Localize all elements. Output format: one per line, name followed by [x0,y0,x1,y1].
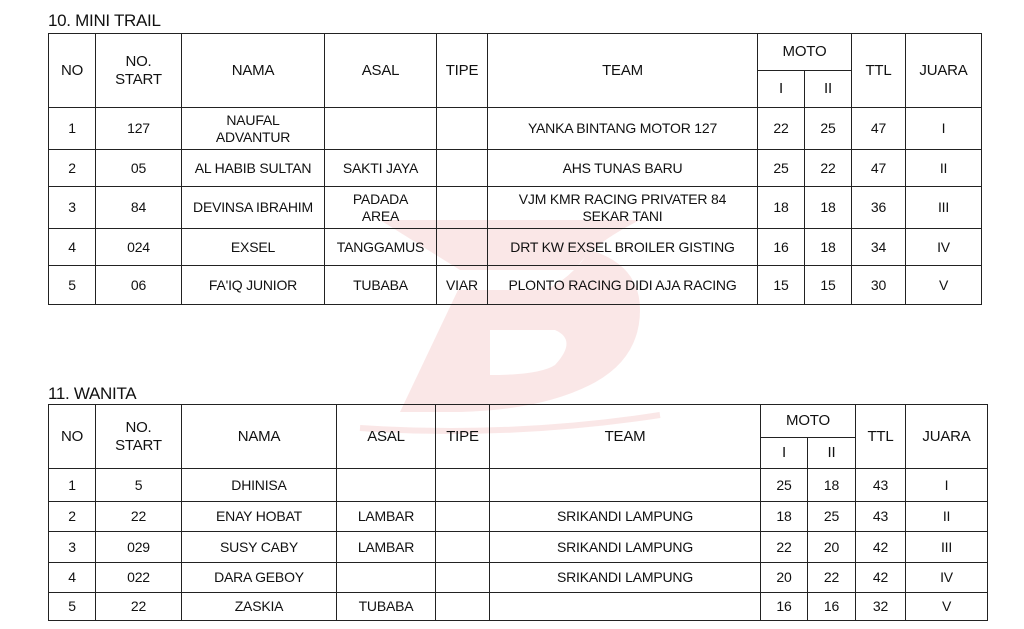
cell-juara: V [906,266,982,305]
cell-juara: I [906,469,988,502]
table-row [49,229,982,266]
col-header-nama: NAMA [182,405,337,469]
col-header-moto: MOTO [758,34,852,71]
table-body-wanita [49,469,988,621]
table-row [49,266,982,305]
cell-asal [337,563,436,593]
cell-start: 022 [96,563,182,593]
cell-moto-2: 16 [808,593,856,621]
cell-asal [325,108,437,150]
cell-tipe [437,229,488,266]
table-row [49,563,988,593]
cell-moto-1: 25 [758,150,805,187]
cell-tipe [437,150,488,187]
cell-team: PLONTO RACING DIDI AJA RACING [488,266,758,305]
cell-asal: LAMBAR [337,502,436,532]
cell-moto-1: 18 [758,187,805,229]
cell-moto-1: 22 [758,108,805,150]
cell-moto-2: 25 [808,502,856,532]
col-header-juara: JUARA [906,34,982,108]
col-header-moto-2: II [808,438,856,469]
table-row [49,187,982,229]
cell-moto-1: 16 [758,229,805,266]
cell-moto-2: 15 [805,266,852,305]
col-header-tipe: TIPE [436,405,490,469]
col-header-no: NO [49,34,96,108]
col-header-team: TEAM [488,34,758,108]
cell-ttl: 43 [856,469,906,502]
cell-tipe [436,469,490,502]
col-header-tipe: TIPE [437,34,488,108]
cell-tipe [436,563,490,593]
cell-ttl: 30 [852,266,906,305]
cell-moto-2: 25 [805,108,852,150]
cell-moto-1: 25 [761,469,808,502]
cell-nama: DARA GEBOY [182,563,337,593]
cell-no: 2 [49,502,96,532]
cell-asal: TUBABA [337,593,436,621]
col-header-no: NO [49,405,96,469]
col-header-moto-1: I [758,71,805,108]
cell-juara: III [906,532,988,563]
cell-juara: III [906,187,982,229]
cell-no: 2 [49,150,96,187]
cell-asal: PADADA AREA [325,187,437,229]
cell-start: 5 [96,469,182,502]
cell-juara: IV [906,563,988,593]
results-table-wanita [48,404,988,621]
cell-nama: DEVINSA IBRAHIM [182,187,325,229]
cell-team: AHS TUNAS BARU [488,150,758,187]
col-header-team: TEAM [490,405,761,469]
cell-juara: II [906,150,982,187]
cell-start: 06 [96,266,182,305]
col-header-ttl: TTL [852,34,906,108]
cell-moto-2: 20 [808,532,856,563]
cell-no: 3 [49,532,96,563]
col-header-nama: NAMA [182,34,325,108]
cell-team: SRIKANDI LAMPUNG [490,502,761,532]
col-header-ttl: TTL [856,405,906,469]
cell-no: 1 [49,108,96,150]
section-title-mini-trail: 10. MINI TRAIL [48,11,161,30]
cell-ttl: 47 [852,108,906,150]
col-header-moto: MOTO [761,405,856,438]
table-row [49,469,988,502]
cell-start: 05 [96,150,182,187]
cell-moto-1: 18 [761,502,808,532]
cell-moto-2: 22 [805,150,852,187]
cell-tipe [437,187,488,229]
col-header-asal: ASAL [337,405,436,469]
cell-moto-1: 20 [761,563,808,593]
cell-ttl: 42 [856,532,906,563]
cell-moto-2: 18 [808,469,856,502]
cell-ttl: 43 [856,502,906,532]
cell-moto-1: 15 [758,266,805,305]
cell-team: YANKA BINTANG MOTOR 127 [488,108,758,150]
col-header-start: NO. START [96,34,182,108]
col-header-moto-1: I [761,438,808,469]
cell-tipe [436,593,490,621]
cell-moto-2: 18 [805,187,852,229]
cell-nama: NAUFAL ADVANTUR [182,108,325,150]
cell-team [490,469,761,502]
cell-no: 1 [49,469,96,502]
cell-asal: LAMBAR [337,532,436,563]
col-header-start: NO. START [96,405,182,469]
cell-nama: FA'IQ JUNIOR [182,266,325,305]
cell-nama: SUSY CABY [182,532,337,563]
cell-ttl: 34 [852,229,906,266]
cell-tipe [436,532,490,563]
table-row [49,502,988,532]
cell-nama: ZASKIA [182,593,337,621]
cell-team: DRT KW EXSEL BROILER GISTING [488,229,758,266]
cell-juara: V [906,593,988,621]
cell-moto-2: 18 [805,229,852,266]
cell-start: 22 [96,593,182,621]
cell-asal: TANGGAMUS [325,229,437,266]
cell-moto-1: 16 [761,593,808,621]
cell-no: 5 [49,593,96,621]
cell-asal [337,469,436,502]
cell-moto-2: 22 [808,563,856,593]
table-row [49,150,982,187]
cell-team: SRIKANDI LAMPUNG [490,532,761,563]
cell-juara: I [906,108,982,150]
cell-juara: II [906,502,988,532]
col-header-asal: ASAL [325,34,437,108]
cell-asal: SAKTI JAYA [325,150,437,187]
cell-start: 024 [96,229,182,266]
table-row [49,593,988,621]
cell-juara: IV [906,229,982,266]
cell-moto-1: 22 [761,532,808,563]
cell-ttl: 42 [856,563,906,593]
col-header-moto-2: II [805,71,852,108]
cell-start: 029 [96,532,182,563]
cell-ttl: 32 [856,593,906,621]
cell-no: 3 [49,187,96,229]
cell-no: 4 [49,563,96,593]
cell-asal: TUBABA [325,266,437,305]
cell-nama: DHINISA [182,469,337,502]
cell-tipe [437,108,488,150]
cell-nama: AL HABIB SULTAN [182,150,325,187]
col-header-juara: JUARA [906,405,988,469]
cell-start: 22 [96,502,182,532]
section-title-wanita: 11. WANITA [48,384,137,403]
cell-team [490,593,761,621]
cell-no: 4 [49,229,96,266]
cell-ttl: 47 [852,150,906,187]
cell-tipe: VIAR [437,266,488,305]
table-row [49,108,982,150]
table-row [49,532,988,563]
cell-tipe [436,502,490,532]
results-table-mini-trail [48,33,982,305]
cell-nama: ENAY HOBAT [182,502,337,532]
cell-team: VJM KMR RACING PRIVATER 84 SEKAR TANI [488,187,758,229]
cell-start: 84 [96,187,182,229]
cell-nama: EXSEL [182,229,325,266]
cell-ttl: 36 [852,187,906,229]
table-body-mini-trail [49,108,982,305]
cell-start: 127 [96,108,182,150]
cell-team: SRIKANDI LAMPUNG [490,563,761,593]
cell-no: 5 [49,266,96,305]
